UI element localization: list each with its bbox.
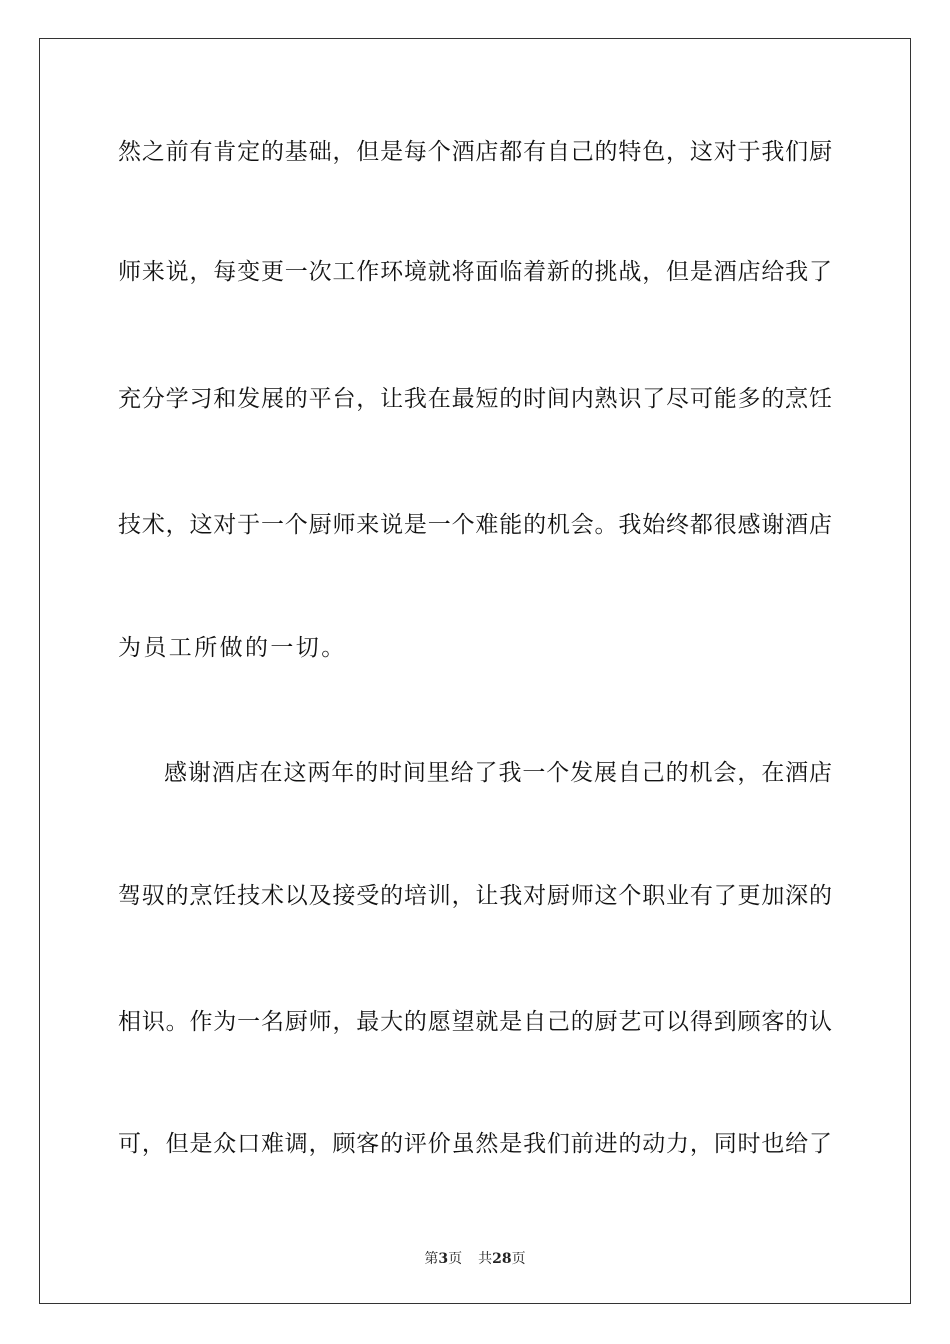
page-current: 3 [438, 1251, 449, 1267]
text-line: 师来说，每变更一次工作环境就将面临着新的挑战，但是酒店给我了 [118, 259, 832, 285]
text-line: 可，但是众口难调，顾客的评价虽然是我们前进的动力，同时也给了 [118, 1131, 832, 1157]
page-prefix: 第 [424, 1251, 439, 1267]
page-border [39, 38, 911, 1304]
text-line-indented: 感谢酒店在这两年的时间里给了我一个发展自己的机会，在酒店 [164, 760, 832, 786]
total-prefix: 共 [478, 1251, 493, 1267]
text-line: 相识。作为一名厨师，最大的愿望就是自己的厨艺可以得到顾客的认 [118, 1009, 832, 1035]
page-footer [0, 1248, 950, 1268]
text-line: 驾驭的烹饪技术以及接受的培训，让我对厨师这个职业有了更加深的 [118, 883, 832, 909]
text-line: 然之前有肯定的基础，但是每个酒店都有自己的特色，这对于我们厨 [118, 139, 832, 165]
page-suffix: 页 [448, 1251, 463, 1267]
text-line: 技术，这对于一个厨师来说是一个难能的机会。我始终都很感谢酒店 [118, 512, 832, 538]
text-line: 为员工所做的一切。 [118, 635, 347, 661]
total-suffix: 页 [511, 1251, 526, 1267]
text-line: 充分学习和发展的平台，让我在最短的时间内熟识了尽可能多的烹饪 [118, 386, 832, 412]
page-total: 28 [492, 1251, 512, 1267]
